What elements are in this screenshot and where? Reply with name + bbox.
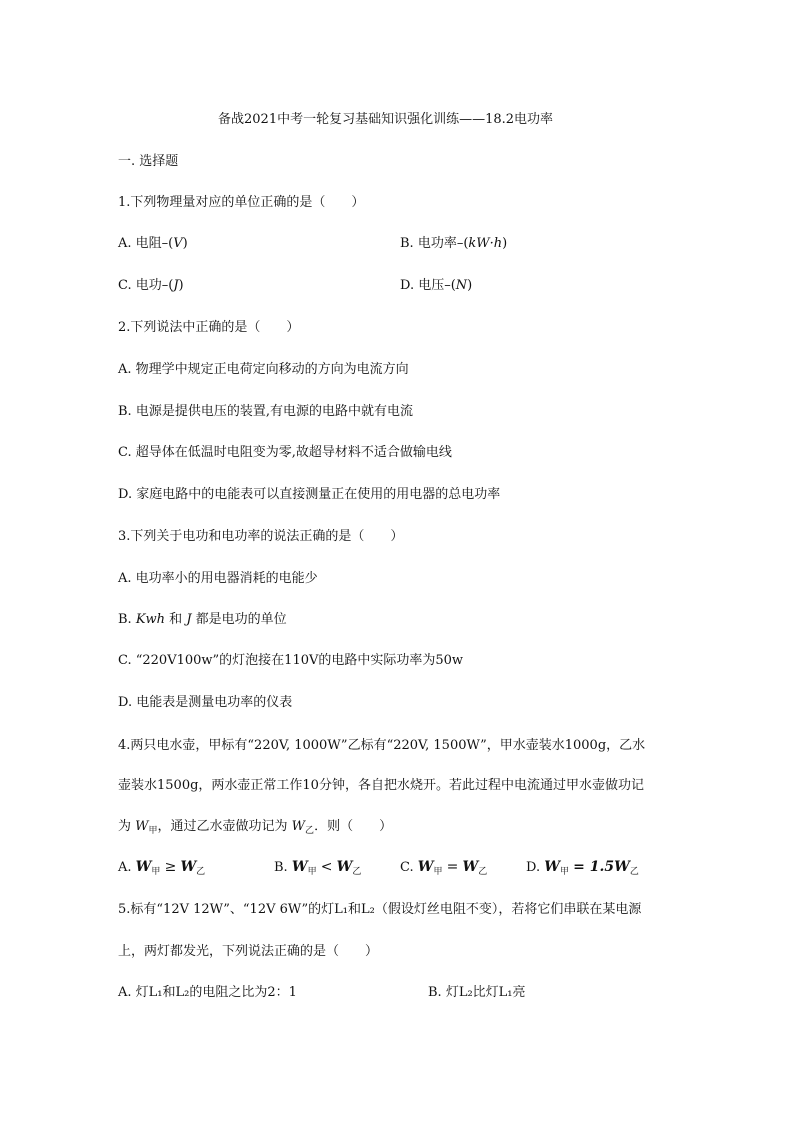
q3-b-pre: B. (118, 612, 136, 627)
q4-sub-jia: 甲 (148, 826, 158, 836)
q4-w-yi: W (291, 819, 306, 834)
q2-option-a: A. 物理学中规定正电荷定向移动的方向为电流方向 (118, 362, 409, 377)
q1-stem: 1.下列物理量对应的单位正确的是（ ） (118, 195, 365, 210)
q4-b-w2: W (336, 859, 353, 875)
q4-d-label: D. (526, 860, 541, 875)
q4-line-2: 壶装水1500g，两水壶正常工作10分钟，各自把水烧开。若此过程中电流通过甲水壶做功记 (118, 778, 644, 793)
q4-c-w2: W (462, 859, 479, 875)
q3-option-b (118, 613, 287, 626)
q2-option-c: C. 超导体在低温时电阻变为零,故超导材料不适合做输电线 (118, 445, 452, 460)
q3-b-mid: 和 (165, 612, 187, 627)
q4-a-label: A. (118, 860, 132, 875)
q1-option-b (400, 237, 507, 250)
q4-b-sub2: 乙 (352, 867, 362, 877)
q4-b-label: B. (274, 860, 288, 875)
q1-a-close: ) (182, 236, 188, 251)
q4-d-w2: W (614, 859, 630, 875)
q3-b-unit2: J (186, 612, 192, 627)
q4-c-sub2: 乙 (478, 867, 488, 877)
q3-option-d: D. 电能表是测量电功率的仪表 (118, 695, 293, 710)
q2-option-b: B. 电源是提供电压的装置,有电源的电路中就有电流 (118, 404, 413, 419)
q4-a-sub2: 乙 (196, 867, 206, 877)
q4-option-a (118, 859, 206, 877)
q5-option-a: A. 灯L₁和L₂的电阻之比为2：1 (118, 985, 297, 1000)
q4-w-jia: W (135, 819, 149, 834)
q4-c-w1: W (417, 859, 434, 875)
q3-option-c: C. “220V100w”的灯泡接在110V的电路中实际功率为50w (118, 653, 464, 668)
q4-line-3 (118, 819, 393, 836)
q4-sub-yi: 乙 (305, 826, 315, 836)
q1-a-prefix: A. 电阻–( (118, 236, 174, 251)
q4-d-rel: = 1.5 (573, 859, 615, 875)
q5-line-2: 上，两灯都发光，下列说法正确的是（ ） (118, 944, 379, 959)
q1-a-unit: V (173, 236, 183, 251)
q1-b-close: ) (502, 236, 508, 251)
q1-option-d (400, 279, 472, 292)
q4-a-rel: ≥ (164, 859, 177, 875)
q4-c-label: C. (400, 860, 414, 875)
q3-option-a: A. 电功率小的用电器消耗的电能少 (118, 571, 318, 586)
q1-b-unit: kW·h (468, 236, 503, 251)
q1-d-prefix: D. 电压–( (400, 278, 456, 293)
q4-line-1: 4.两只电水壶，甲标有“220V, 1000W”乙标有“220V, 1500W”，甲水壶装水1000g，乙水 (118, 738, 646, 753)
q5-option-b: B. 灯L₂比灯L₁亮 (428, 985, 526, 1000)
q4-option-d (526, 859, 639, 877)
q2-stem: 2.下列说法中正确的是（ ） (118, 320, 300, 335)
q1-c-close: ) (178, 278, 184, 293)
q1-c-prefix: C. 电功–( (118, 278, 174, 293)
q4-a-w1: W (135, 859, 152, 875)
q1-b-prefix: B. 电功率–( (400, 236, 469, 251)
q4-option-b (274, 859, 362, 877)
q4-d-sub2: 乙 (629, 867, 639, 877)
q1-d-unit: N (455, 278, 468, 293)
q2-option-d: D. 家庭电路中的电能表可以直接测量正在使用的用电器的总电功率 (118, 487, 501, 502)
q5-line-1: 5.标有“12V 12W”、“12V 6W”的灯L₁和L₂（假设灯丝电阻不变），若将它们串联在某电源 (118, 902, 642, 917)
q4-c-rel: = (446, 859, 459, 875)
page-title: 备战2021中考一轮复习基础知识强化训练——18.2电功率 (218, 112, 554, 127)
q3-b-post: 都是电功的单位 (191, 612, 287, 627)
q4-d-w1: W (544, 859, 560, 875)
q1-c-unit: J (173, 278, 179, 293)
section-heading: 一. 选择题 (118, 154, 179, 169)
q4-a-sub1: 甲 (151, 867, 161, 877)
q4-c-sub1: 甲 (433, 867, 443, 877)
q1-d-close: ) (467, 278, 473, 293)
q4-a-w2: W (180, 859, 197, 875)
q4-line3-pre: 为 (118, 819, 136, 834)
q4-b-rel: < (320, 859, 333, 875)
q4-line3-post: ．则（ ） (314, 819, 393, 834)
q4-b-sub1: 甲 (307, 867, 317, 877)
q4-b-w1: W (291, 859, 308, 875)
q1-option-a (118, 237, 188, 250)
q1-option-c (118, 279, 184, 292)
q3-stem: 3.下列关于电功和电功率的说法正确的是（ ） (118, 529, 404, 544)
q4-line3-mid: ，通过乙水壶做功记为 (157, 819, 292, 834)
q4-d-sub1: 甲 (559, 867, 569, 877)
q3-b-unit1: Kwh (135, 612, 166, 627)
q4-option-c (400, 859, 488, 877)
